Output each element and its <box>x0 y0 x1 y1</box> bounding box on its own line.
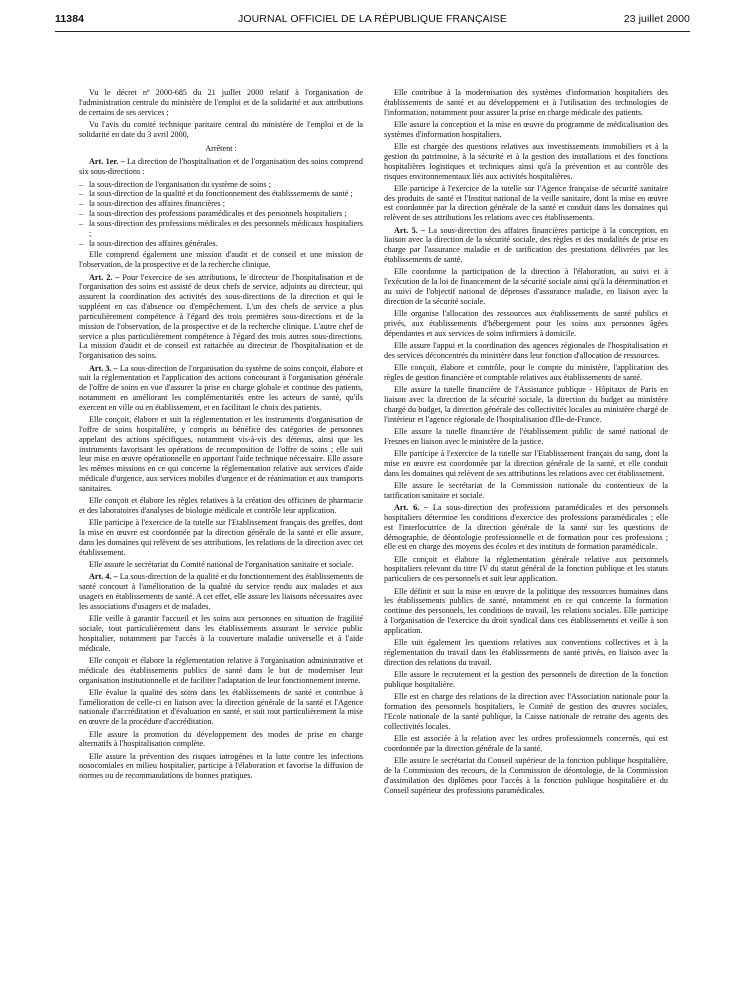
paragraph: Elle définit et suit la mise en œuvre de la politique des ressources humaines dans les établissements publics de santé, notamment en ce qui concerne la formation continue des personnels, les conditions de travail, les relations sociales. Elle participe à l'organisation de l'exercice du droit syndical dans ces établissements et veille à son application. <box>384 586 668 635</box>
paragraph: Elle évalue la qualité des soins dans les établissements de santé et contribue à l'amélioration de celle-ci en liaison avec la direction générale de la santé et l'Agence nationale d'accréditation et d'évaluation en santé, et suit tout particulièrement la mise en œuvre de la procédure d'accréditation. <box>79 687 363 727</box>
article-text: La sous-direction de la qualité et du fonctionnement des établissements de santé concourt à l'amélioration de la qualité du service rendu aux malades et aux usagers en établissements de santé. A cet effet, elle assure les liaisons nécessaires avec les associations d'usagers et de malades. <box>79 572 364 611</box>
paragraph: Elle comprend également une mission d'audit et de conseil et une mission de l'observation, de la prospective et de la recherche clinique. <box>79 250 363 270</box>
sub-direction-list <box>79 180 363 249</box>
paragraph: Elle conçoit et élabore la réglementation relative à l'organisation administrative et médicale des établissements publics de santé dans le but de moderniser leur organisation institutionnelle et de faciliter l'adaptation de leur fonctionnement interne. <box>79 655 363 685</box>
paragraph: Elle assure l'appui et la coordination des agences régionales de l'hospitalisation et des services déconcentrés du ministère dans leur fonction d'allocation de ressources. <box>384 340 668 360</box>
article-text: La direction de l'hospitalisation et de l'organisation des soins comprend six sous-directions : <box>79 157 363 177</box>
article-6 <box>384 503 668 552</box>
article-label: Art. 6. – <box>394 502 429 512</box>
publication-date: 23 juillet 2000 <box>623 13 690 25</box>
paragraph: Elle assure la prévention des risques iatrogènes et la lutte contre les infections nosocomiales en milieu hospitalier, participe à l'élaboration et favorise la diffusion de normes ou de recommandations de bonnes pratiques. <box>79 751 363 781</box>
paragraph: Elle suit également les questions relatives aux conventions collectives et à la réglementation du travail dans les établissements de santé privés, en liaison avec la direction des relations du travail. <box>384 638 668 667</box>
paragraph: Elle conçoit et élabore la réglementation générale relative aux personnels hospitaliers relevant du titre IV du statut général de la fonction publique et les statuts particuliers de ces personnels et suit leur application. <box>384 554 668 584</box>
paragraph: Elle assure la promotion du développement des modes de prise en charge alternatifs à l'hospitalisation complète. <box>79 729 363 749</box>
paragraph: Elle participe à l'exercice de la tutelle sur l'Agence française de sécurité sanitaire des produits de santé et l'Institut national de la veille sanitaire, dont la mise en œuvre est coordonnée par la direction générale de la santé et conduit dans les domaines qui relèvent de ses attributions les relations avec ces établissements. <box>384 183 668 223</box>
article-2 <box>79 273 363 362</box>
list-item: – la sous-direction des affaires générales. <box>79 239 363 249</box>
article-label: Art. 5. – <box>394 225 426 235</box>
paragraph: Elle contribue à la modernisation des systèmes d'information hospitaliers des établissements de santé et au développement et à l'utilisation des technologies de l'information, notamment pour assurer la prise en charge médicale des patients. <box>384 88 668 117</box>
paragraph: Elle conçoit et élabore les règles relatives à la création des officines de pharmacie et des laboratoires d'analyses de biologie médicale et contrôle leur application. <box>79 496 363 516</box>
paragraph: Elle conçoit, élabore et contrôle, pour le compte du ministère, l'application des règles de gestion financière et comptable relatives aux établissements de santé. <box>384 363 668 382</box>
paragraph: Elle participe à l'exercice de la tutelle sur l'Etablissement français du sang, dont la mise en œuvre est coordonnée par la direction générale de la santé, et elle conduit dans les domaines qui relèvent de ses attributions les relations avec cet établissement. <box>384 448 668 478</box>
page-header <box>55 13 690 27</box>
article-text: La sous-direction des professions paramédicales et des personnels hospitaliers détermine les conditions d'exercice des professions paramédicales ; elle est l'interlocutrice de la direction générale de la santé sur les questions de démographie, de déontologie professionnelle et de formation pour ces professions ; elle est en charge des moyens des écoles et des instituts de formation paramédicale. <box>384 502 668 552</box>
paragraph: Elle organise l'allocation des ressources aux établissements de santé publics et privés, aux établissements d'hébergement pour les soins aux personnes âgées dépendantes et aux services de soins infirmiers à domicile. <box>384 309 668 338</box>
article-text: La sous-direction de l'organisation du système de soins conçoit, élabore et suit la réglementation et l'application des actions concourant à l'organisation générale de l'offre de soins en vue d'assurer la prise en charge globale et continue des patients, notamment en améliorant les complémentarités entre les acteurs de santé, qu'ils exercent en ville ou en établissement, et en facilitant le choix des patients. <box>79 363 363 412</box>
paragraph: Elle assure la tutelle financière de l'Assistance publique - Hôpitaux de Paris en liaison avec la direction de la sécurité sociale, la direction du budget au ministère chargé du budget, la direction générale des collectivités locales au ministère chargé de l'intérieur et l'agence régionale de l'hospitalisation d'Ile-de-France. <box>384 385 668 424</box>
paragraph: Elle veille à garantir l'accueil et les soins aux personnes en situation de fragilité sociale, tout particulièrement dans les établissements assurant le service public hospitalier, notamment par l'accès à la couverture maladie universelle et à l'aide médicale. <box>79 614 363 653</box>
list-item: – la sous-direction des affaires financières ; <box>79 199 363 209</box>
list-item: – la sous-direction des professions paramédicales et des personnels hospitaliers ; <box>79 209 363 219</box>
paragraph: Elle coordonne la participation de la direction à l'élaboration, au suivi et à l'exécution de la loi de financement de la sécurité sociale ainsi qu'à la détermination et au suivi de l'objectif national de dépenses d'assurance maladie, en liaison avec la direction de la sécurité sociale. <box>384 267 668 306</box>
paragraph: Elle est en charge des relations de la direction avec l'Association nationale pour la formation des personnels hospitaliers, le Comité de gestion des œuvres sociales, l'Ecole nationale de la santé publique, la Caisse nationale de retraite des agents des collectivités locales. <box>384 692 668 731</box>
paragraph: Elle assure le recrutement et la gestion des personnels de direction de la fonction publique hospitalière. <box>384 670 668 689</box>
left-column <box>79 88 363 784</box>
paragraph: Elle est associée à la relation avec les ordres professionnels concernés, qui est coordonnée par la direction générale de la santé. <box>384 733 668 753</box>
list-item: – la sous-direction des professions médicales et des personnels médicaux hospitaliers ; <box>79 219 363 239</box>
paragraph: Elle assure la tutelle financière de l'établissement public de santé national de Fresnes en liaison avec le ministère de la justice. <box>384 426 668 446</box>
article-text: La sous-direction des affaires financières participe à la conception, en liaison avec la direction de la sécurité sociale, des règles et des modalités de prise en charge par l'assurance maladie et de tarification des prestations délivrées par les établissements de santé. <box>384 225 668 265</box>
header-rule <box>55 31 690 32</box>
paragraph: Elle participe à l'exercice de la tutelle sur l'Etablissement français des greffes, dont la mise en œuvre est coordonnée par la direction générale de la santé et elle assure, dans les domaines qui relèvent de ses attributions, les relations de la direction avec cet établissement. <box>79 518 363 557</box>
paragraph: Elle conçoit, élabore et suit la réglementation et les instruments d'organisation de l'offre de soins hospitalière, y compris au bénéfice des catégories de personnes appelant des actions spécifiques, notamment vis-à-vis des détenus, ainsi que les instruments favorisant les opérations de recomposition de l'offre de soins ; elle suit leur mise en œuvre opérationnelle en apportant l'aide technique nécessaire. Elle assure les mêmes missions en ce qui concerne la réglementation relative aux services d'aide médicale d'urgence, aux services mobiles d'urgence et de réanimation et aux transports sanitaires. <box>79 415 363 494</box>
paragraph: Elle est chargée des questions relatives aux investissements immobiliers et à la gestion du patrimoine, à la sécurité et à la gestion des installations et des fonctions hospitalières logistiques et techniques ainsi qu'à la prévention et au contrôle des risques environnementaux liés aux activités hospitalières. <box>384 142 668 181</box>
article-3 <box>79 364 363 413</box>
article-4 <box>79 572 363 611</box>
list-item: – la sous-direction de l'organisation du système de soins ; <box>79 180 363 190</box>
paragraph: Elle assure le secrétariat du Conseil supérieur de la fonction publique hospitalière, de la Commission des recours, de la Commission de déontologie, de la Commission d'assimilation des diplômes pour l'accès à la fonction publique hospitalière et du Conseil supérieur des professions paramédicales. <box>384 755 668 795</box>
arrete-heading: Arrêtent : <box>205 143 237 153</box>
paragraph: Elle assure le secrétariat de la Commission nationale du contentieux de la tarification sanitaire et sociale. <box>384 480 668 500</box>
list-item: – la sous-direction de la qualité et du fonctionnement des établissements de santé ; <box>79 189 363 199</box>
article-label: Art. 4. – <box>89 572 118 582</box>
paragraph: Elle assure la conception et la mise en œuvre du programme de médicalisation des systèmes d'information hospitaliers. <box>384 119 668 139</box>
page-number: 11384 <box>55 13 85 25</box>
article-5 <box>384 226 668 265</box>
article-label: Art. 1er. – <box>89 157 125 167</box>
paragraph: Vu le décret nº 2000-685 du 21 juillet 2000 relatif à l'organisation de l'administration centrale du ministère de l'emploi et de la solidarité et aux attributions de certains de ses services ; <box>79 88 363 117</box>
article-text: Pour l'exercice de ses attributions, le directeur de l'hospitalisation et de l'organisation des soins est assisté de deux chefs de service, adjoints au directeur, qui assurent la coordination des activités des sous-directions de la direction et qui le suppléent en cas d'absence ou d'empêchement. L'un des chefs de service a plus particulièrement compétence à l'égard des trois premières sous-directions et de la mission de l'observation, de la prospective et de la recherche clinique. L'autre chef de service a plus particulièrement compétence à l'égard des trois autres sous-directions. La mission d'audit et de conseil est rattachée au directeur de l'hospitalisation et de l'organisation des soins. <box>79 272 364 361</box>
article-label: Art. 3. – <box>89 363 118 373</box>
article-label: Art. 2. – <box>89 272 120 282</box>
paragraph: Vu l'avis du comité technique paritaire central du ministère de l'emploi et de la solidarité en date du 3 avril 2000, <box>79 119 363 139</box>
paragraph: Elle assure le secrétariat du Comité national de l'organisation sanitaire et sociale. <box>89 560 354 570</box>
journal-title: JOURNAL OFFICIEL DE LA RÉPUBLIQUE FRANÇAISE <box>238 13 507 25</box>
article-1 <box>79 157 363 177</box>
right-column <box>384 88 668 798</box>
